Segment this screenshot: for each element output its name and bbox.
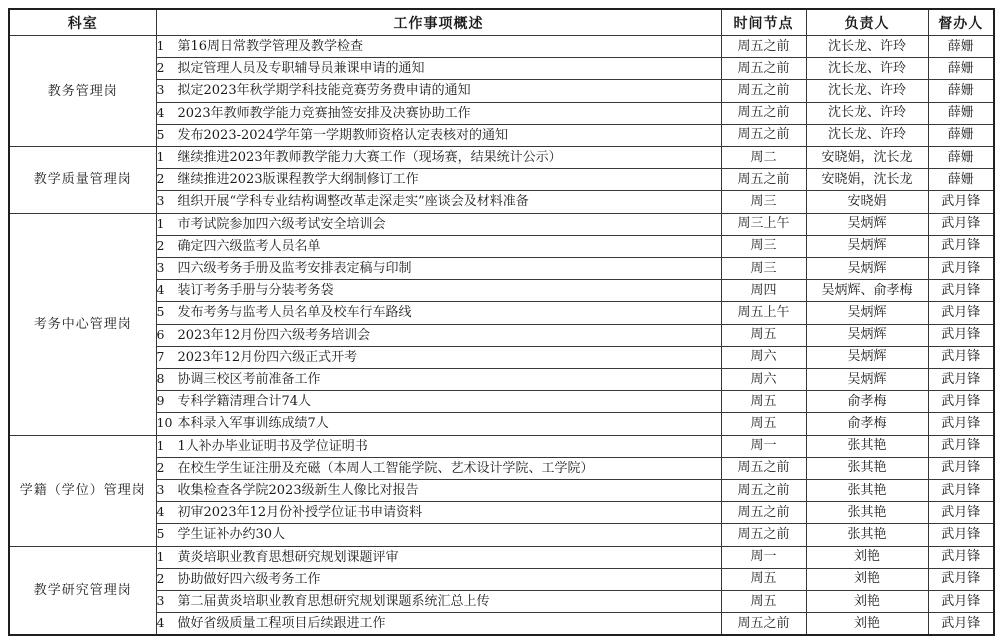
task-text: 继续推进2023版课程教学大纲制修订工作 (177, 172, 419, 188)
task-text: 协调三校区考前准备工作 (177, 372, 321, 388)
owner-cell: 吴炳辉、俞孝梅 (806, 280, 928, 302)
row-number: 7 (156, 348, 165, 364)
time-cell: 周五 (721, 324, 806, 346)
supervisor-cell: 薛姗 (928, 80, 994, 102)
task-cell (156, 591, 721, 613)
header-row (9, 9, 994, 36)
time-cell: 周五之前 (721, 102, 806, 124)
owner-cell: 吴炳辉 (806, 324, 928, 346)
time-cell: 周五之前 (721, 524, 806, 546)
owner-cell: 沈长龙、许玲 (806, 80, 928, 102)
owner-cell: 沈长龙、许玲 (806, 36, 928, 58)
supervisor-cell: 武月锋 (928, 546, 994, 568)
task-text: 发布考务与监考人员名单及校车行车路线 (177, 305, 412, 321)
owner-cell: 张其艳 (806, 480, 928, 502)
supervisor-cell: 武月锋 (928, 391, 994, 413)
table-row (9, 124, 994, 146)
task-text: 四六级考务手册及监考安排表定稿与印制 (177, 261, 412, 277)
row-number: 1 (156, 215, 165, 231)
task-cell (156, 280, 721, 302)
row-number: 3 (156, 593, 165, 609)
task-cell (156, 235, 721, 257)
owner-cell: 张其艳 (806, 524, 928, 546)
task-text: 2023年12月份四六级考务培训会 (177, 327, 371, 343)
time-cell: 周五 (721, 568, 806, 590)
header-supervisor: 督办人 (928, 9, 994, 36)
task-cell (156, 147, 721, 169)
time-cell: 周三上午 (721, 213, 806, 235)
supervisor-cell: 薛姗 (928, 124, 994, 146)
task-text: 拟定管理人员及专职辅导员兼课申请的通知 (177, 61, 425, 77)
row-number: 3 (156, 482, 165, 498)
owner-cell: 吴炳辉 (806, 302, 928, 324)
task-cell (156, 258, 721, 280)
department-cell: 考务中心管理岗 (9, 213, 156, 435)
time-cell: 周一 (721, 435, 806, 457)
table-row (9, 258, 994, 280)
supervisor-cell: 武月锋 (928, 435, 994, 457)
table-header (9, 9, 994, 36)
header-time: 时间节点 (721, 9, 806, 36)
table-row (9, 169, 994, 191)
supervisor-cell: 薛姗 (928, 58, 994, 80)
table-row (9, 391, 994, 413)
task-cell (156, 324, 721, 346)
table-row (9, 502, 994, 524)
table-row (9, 613, 994, 636)
owner-cell: 安晓娟，沈长龙 (806, 147, 928, 169)
row-number: 10 (156, 415, 173, 431)
task-text: 拟定2023年秋学期学科技能竞赛劳务费申请的通知 (177, 83, 471, 99)
row-number: 2 (156, 237, 165, 253)
row-number: 1 (156, 548, 165, 564)
supervisor-cell: 薛姗 (928, 102, 994, 124)
header-owner: 负责人 (806, 9, 928, 36)
time-cell: 周五 (721, 413, 806, 435)
work-schedule-sheet (8, 8, 993, 636)
header-department: 科室 (9, 9, 156, 36)
task-cell (156, 346, 721, 368)
owner-cell: 刘艳 (806, 613, 928, 636)
owner-cell: 沈长龙、许玲 (806, 124, 928, 146)
time-cell: 周五 (721, 391, 806, 413)
task-text: 1人补办毕业证明书及学位证明书 (177, 438, 368, 454)
row-number: 4 (156, 615, 165, 631)
supervisor-cell: 薛姗 (928, 36, 994, 58)
row-number: 2 (156, 171, 165, 187)
supervisor-cell: 武月锋 (928, 524, 994, 546)
table-row (9, 546, 994, 568)
supervisor-cell: 薛姗 (928, 169, 994, 191)
task-text: 在校生学生证注册及充磁（本周人工智能学院、艺术设计学院、工学院） (177, 460, 594, 476)
time-cell: 周五之前 (721, 480, 806, 502)
time-cell: 周五之前 (721, 124, 806, 146)
task-cell (156, 568, 721, 590)
table-row (9, 568, 994, 590)
time-cell: 周五之前 (721, 58, 806, 80)
owner-cell: 张其艳 (806, 435, 928, 457)
task-cell (156, 480, 721, 502)
table-row (9, 369, 994, 391)
owner-cell: 张其艳 (806, 457, 928, 479)
owner-cell: 俞孝梅 (806, 391, 928, 413)
time-cell: 周三 (721, 191, 806, 213)
table-row (9, 524, 994, 546)
task-text: 发布2023-2024学年第一学期教师资格认定表核对的通知 (177, 127, 509, 143)
table-row (9, 346, 994, 368)
task-text: 协助做好四六级考务工作 (177, 571, 321, 587)
owner-cell: 刘艳 (806, 568, 928, 590)
supervisor-cell: 薛姗 (928, 147, 994, 169)
table-row (9, 191, 994, 213)
row-number: 5 (156, 304, 165, 320)
row-number: 2 (156, 570, 165, 586)
task-text: 市考试院参加四六级考试安全培训会 (177, 216, 386, 232)
supervisor-cell: 武月锋 (928, 413, 994, 435)
time-cell: 周五之前 (721, 169, 806, 191)
supervisor-cell: 武月锋 (928, 191, 994, 213)
table-row (9, 280, 994, 302)
task-text: 2023年教师教学能力竞赛抽签安排及决赛协助工作 (177, 105, 471, 121)
task-text: 收集检查各学院2023级新生人像比对报告 (177, 483, 419, 499)
table-row (9, 591, 994, 613)
task-cell (156, 613, 721, 636)
task-text: 第16周日常教学管理及教学检查 (177, 39, 364, 54)
header-task: 工作事项概述 (156, 9, 721, 36)
table-row (9, 36, 994, 58)
table-row (9, 480, 994, 502)
task-cell (156, 302, 721, 324)
time-cell: 周五上午 (721, 302, 806, 324)
task-cell (156, 124, 721, 146)
supervisor-cell: 武月锋 (928, 258, 994, 280)
row-number: 2 (156, 60, 165, 76)
table-row (9, 213, 994, 235)
row-number: 5 (156, 126, 165, 142)
table-row (9, 235, 994, 257)
time-cell: 周二 (721, 147, 806, 169)
row-number: 4 (156, 504, 165, 520)
task-text: 初审2023年12月份补授学位证书申请资料 (177, 505, 423, 521)
task-cell (156, 102, 721, 124)
supervisor-cell: 武月锋 (928, 502, 994, 524)
department-cell: 教学研究管理岗 (9, 546, 156, 635)
task-text: 第二届黄炎培职业教育思想研究规划课题系统汇总上传 (177, 594, 490, 610)
task-text: 装订考务手册与分装考务袋 (177, 283, 334, 299)
owner-cell: 吴炳辉 (806, 258, 928, 280)
time-cell: 周六 (721, 346, 806, 368)
task-text: 学生证补办约30人 (177, 527, 286, 543)
task-cell (156, 502, 721, 524)
task-text: 专科学籍清理合计74人 (177, 394, 312, 410)
owner-cell: 刘艳 (806, 546, 928, 568)
row-number: 9 (156, 393, 165, 409)
supervisor-cell: 武月锋 (928, 213, 994, 235)
task-text: 做好省级质量工程项目后续跟进工作 (177, 616, 386, 632)
row-number: 2 (156, 459, 165, 475)
task-text: 组织开展“学科专业结构调整改革走深走实”座谈会及材料准备 (177, 194, 529, 210)
row-number: 4 (156, 104, 165, 120)
supervisor-cell: 武月锋 (928, 613, 994, 636)
table-row (9, 457, 994, 479)
task-cell (156, 457, 721, 479)
row-number: 5 (156, 526, 165, 542)
task-cell (156, 413, 721, 435)
task-cell (156, 213, 721, 235)
owner-cell: 吴炳辉 (806, 346, 928, 368)
task-text: 本科录入军事训练成绩7人 (177, 416, 329, 432)
row-number: 6 (156, 326, 165, 342)
time-cell: 周五之前 (721, 80, 806, 102)
supervisor-cell: 武月锋 (928, 369, 994, 391)
table-row (9, 147, 994, 169)
time-cell: 周三 (721, 235, 806, 257)
time-cell: 周五之前 (721, 613, 806, 636)
owner-cell: 张其艳 (806, 502, 928, 524)
owner-cell: 吴炳辉 (806, 369, 928, 391)
row-number: 1 (156, 437, 165, 453)
row-number: 8 (156, 371, 165, 387)
task-text: 确定四六级监考人员名单 (177, 238, 321, 254)
time-cell: 周一 (721, 546, 806, 568)
owner-cell: 安晓娟，沈长龙 (806, 169, 928, 191)
time-cell: 周五 (721, 591, 806, 613)
owner-cell: 吴炳辉 (806, 213, 928, 235)
row-number: 4 (156, 282, 165, 298)
task-text: 黄炎培职业教育思想研究规划课题评审 (177, 549, 399, 565)
task-cell (156, 36, 721, 58)
owner-cell: 刘艳 (806, 591, 928, 613)
task-text: 2023年12月份四六级正式开考 (177, 349, 358, 365)
department-cell: 学籍（学位）管理岗 (9, 435, 156, 546)
task-cell (156, 191, 721, 213)
owner-cell: 吴炳辉 (806, 235, 928, 257)
department-cell: 教学质量管理岗 (9, 147, 156, 214)
time-cell: 周六 (721, 369, 806, 391)
table-row (9, 302, 994, 324)
table-row (9, 324, 994, 346)
table-row (9, 58, 994, 80)
supervisor-cell: 武月锋 (928, 568, 994, 590)
task-cell (156, 169, 721, 191)
work-schedule-table (8, 8, 995, 636)
row-number: 3 (156, 193, 165, 209)
table-body (9, 36, 994, 636)
row-number: 1 (156, 38, 165, 53)
table-row (9, 435, 994, 457)
task-text: 继续推进2023年教师教学能力大赛工作（现场赛，结果统计公示） (177, 150, 562, 166)
row-number: 1 (156, 149, 165, 165)
task-cell (156, 80, 721, 102)
task-cell (156, 58, 721, 80)
owner-cell: 俞孝梅 (806, 413, 928, 435)
supervisor-cell: 武月锋 (928, 457, 994, 479)
task-cell (156, 369, 721, 391)
supervisor-cell: 武月锋 (928, 324, 994, 346)
department-cell: 教务管理岗 (9, 36, 156, 147)
table-row (9, 102, 994, 124)
task-cell (156, 524, 721, 546)
supervisor-cell: 武月锋 (928, 591, 994, 613)
time-cell: 周五之前 (721, 457, 806, 479)
owner-cell: 安晓娟 (806, 191, 928, 213)
owner-cell: 沈长龙、许玲 (806, 102, 928, 124)
task-cell (156, 546, 721, 568)
time-cell: 周三 (721, 258, 806, 280)
owner-cell: 沈长龙、许玲 (806, 58, 928, 80)
supervisor-cell: 武月锋 (928, 280, 994, 302)
task-cell (156, 435, 721, 457)
table-row (9, 80, 994, 102)
supervisor-cell: 武月锋 (928, 235, 994, 257)
supervisor-cell: 武月锋 (928, 346, 994, 368)
time-cell: 周五之前 (721, 502, 806, 524)
task-cell (156, 391, 721, 413)
table-row (9, 413, 994, 435)
time-cell: 周五之前 (721, 36, 806, 58)
row-number: 3 (156, 260, 165, 276)
supervisor-cell: 武月锋 (928, 480, 994, 502)
time-cell: 周四 (721, 280, 806, 302)
supervisor-cell: 武月锋 (928, 302, 994, 324)
row-number: 3 (156, 82, 165, 98)
